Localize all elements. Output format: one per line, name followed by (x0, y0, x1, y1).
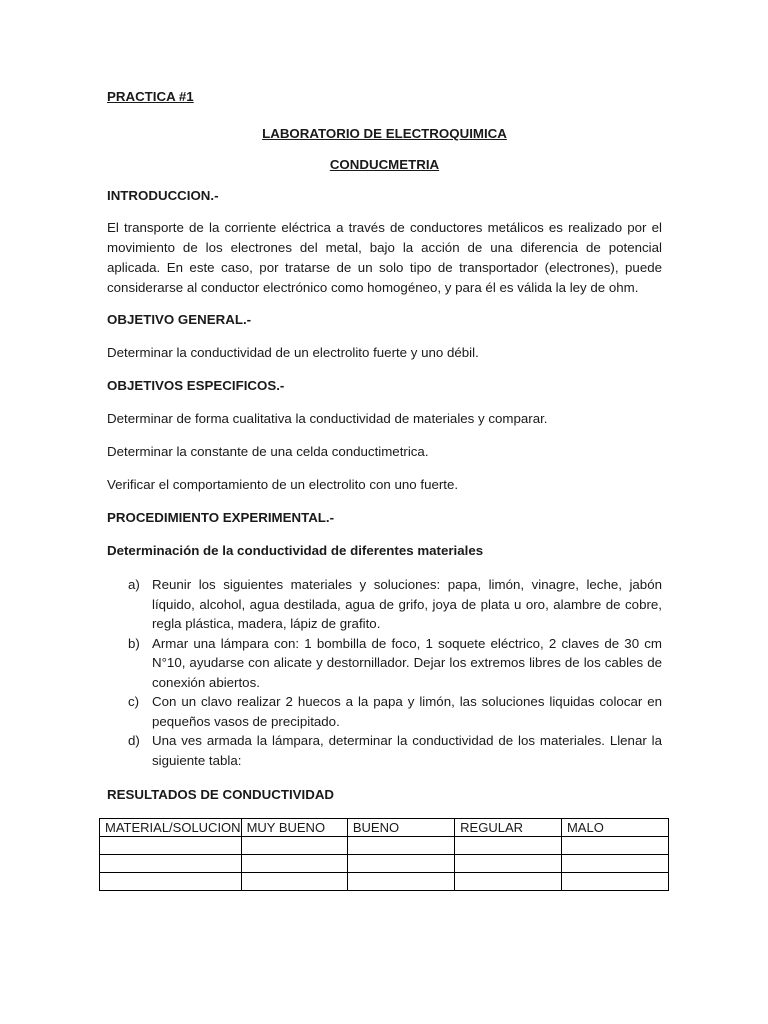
table-cell (455, 855, 562, 873)
general-objective-text: Determinar la conductividad de un electrolito fuerte y uno débil. (107, 345, 479, 360)
step-marker: b) (128, 635, 140, 651)
table-cell (561, 837, 668, 855)
procedure-step (107, 634, 662, 693)
table-row (100, 855, 669, 873)
table-cell (347, 855, 454, 873)
specific-objective-item: Verificar el comportamiento de un electrolito con uno fuerte. (107, 477, 459, 492)
intro-paragraph: El transporte de la corriente eléctrica a través de conductores metálicos es realizado por el movimiento de los electrones del metal, bajo la acción de una diferencia de potencial aplicada. En este caso, por tratarse de un solo tipo de transportador (electrones), puede considerarse al conductor electrónico como homogéneo, y para él es válida la ley de ohm. (107, 220, 662, 295)
lab-title: LABORATORIO DE ELECTROQUIMICA (262, 126, 507, 141)
table-cell (561, 855, 668, 873)
results-table (99, 818, 669, 891)
table-cell (100, 837, 242, 855)
specific-objectives-heading: OBJETIVOS ESPECIFICOS.- (107, 378, 285, 393)
procedure-step (107, 692, 662, 731)
table-cell (241, 837, 347, 855)
step-text: Una ves armada la lámpara, determinar la conductividad de los materiales. Llenar la siguiente tabla: (152, 733, 662, 768)
specific-objective-item: Determinar la constante de una celda conductimetrica. (107, 444, 429, 459)
column-header: REGULAR (455, 819, 562, 837)
procedure-step (107, 575, 662, 634)
column-header: MALO (561, 819, 668, 837)
specific-objective-item: Determinar de forma cualitativa la conductividad de materiales y comparar. (107, 411, 548, 426)
intro-heading: INTRODUCCION.- (107, 188, 219, 203)
step-text: Armar una lámpara con: 1 bombilla de foco, 1 soquete eléctrico, 2 claves de 30 cm N°10, ayudarse con alicate y destornillador. Dejar los extremos libres de los cables de conexión abiertos. (152, 635, 662, 690)
step-text: Con un clavo realizar 2 huecos a la papa y limón, las soluciones liquidas colocar en pequeños vasos de precipitado. (152, 694, 662, 729)
table-cell (347, 873, 454, 891)
table-cell (241, 855, 347, 873)
procedure-steps (107, 575, 662, 770)
procedure-subheading: Determinación de la conductividad de diferentes materiales (107, 543, 484, 558)
step-marker: a) (128, 577, 140, 592)
table-row (100, 837, 669, 855)
column-header: MUY BUENO (241, 819, 347, 837)
procedure-step (107, 731, 662, 770)
practice-title: PRACTICA #1 (107, 89, 194, 104)
table-cell (100, 855, 242, 873)
table-cell (347, 837, 454, 855)
table-row (100, 873, 669, 891)
subject-title: CONDUCMETRIA (329, 157, 440, 172)
results-heading: RESULTADOS DE CONDUCTIVIDAD (107, 787, 335, 802)
procedure-heading: PROCEDIMIENTO EXPERIMENTAL.- (107, 510, 335, 525)
general-objective-heading: OBJETIVO GENERAL.- (107, 312, 252, 327)
column-header: BUENO (347, 819, 454, 837)
table-cell (100, 873, 242, 891)
table-cell (455, 873, 562, 891)
step-marker: c) (128, 694, 140, 709)
step-marker: d) (128, 733, 140, 748)
table-header-row (100, 819, 669, 837)
document-page (107, 88, 662, 802)
table-cell (455, 837, 562, 855)
step-text: Reunir los siguientes materiales y soluciones: papa, limón, vinagre, leche, jabón líquido, alcohol, agua destilada, agua de grifo, joya de plata u oro, alambre de cobre, regla plástica, madera, lápiz de grafito. (152, 577, 662, 631)
table-cell (561, 873, 668, 891)
column-header: MATERIAL/SOLUCION (100, 819, 242, 837)
table-cell (241, 873, 347, 891)
